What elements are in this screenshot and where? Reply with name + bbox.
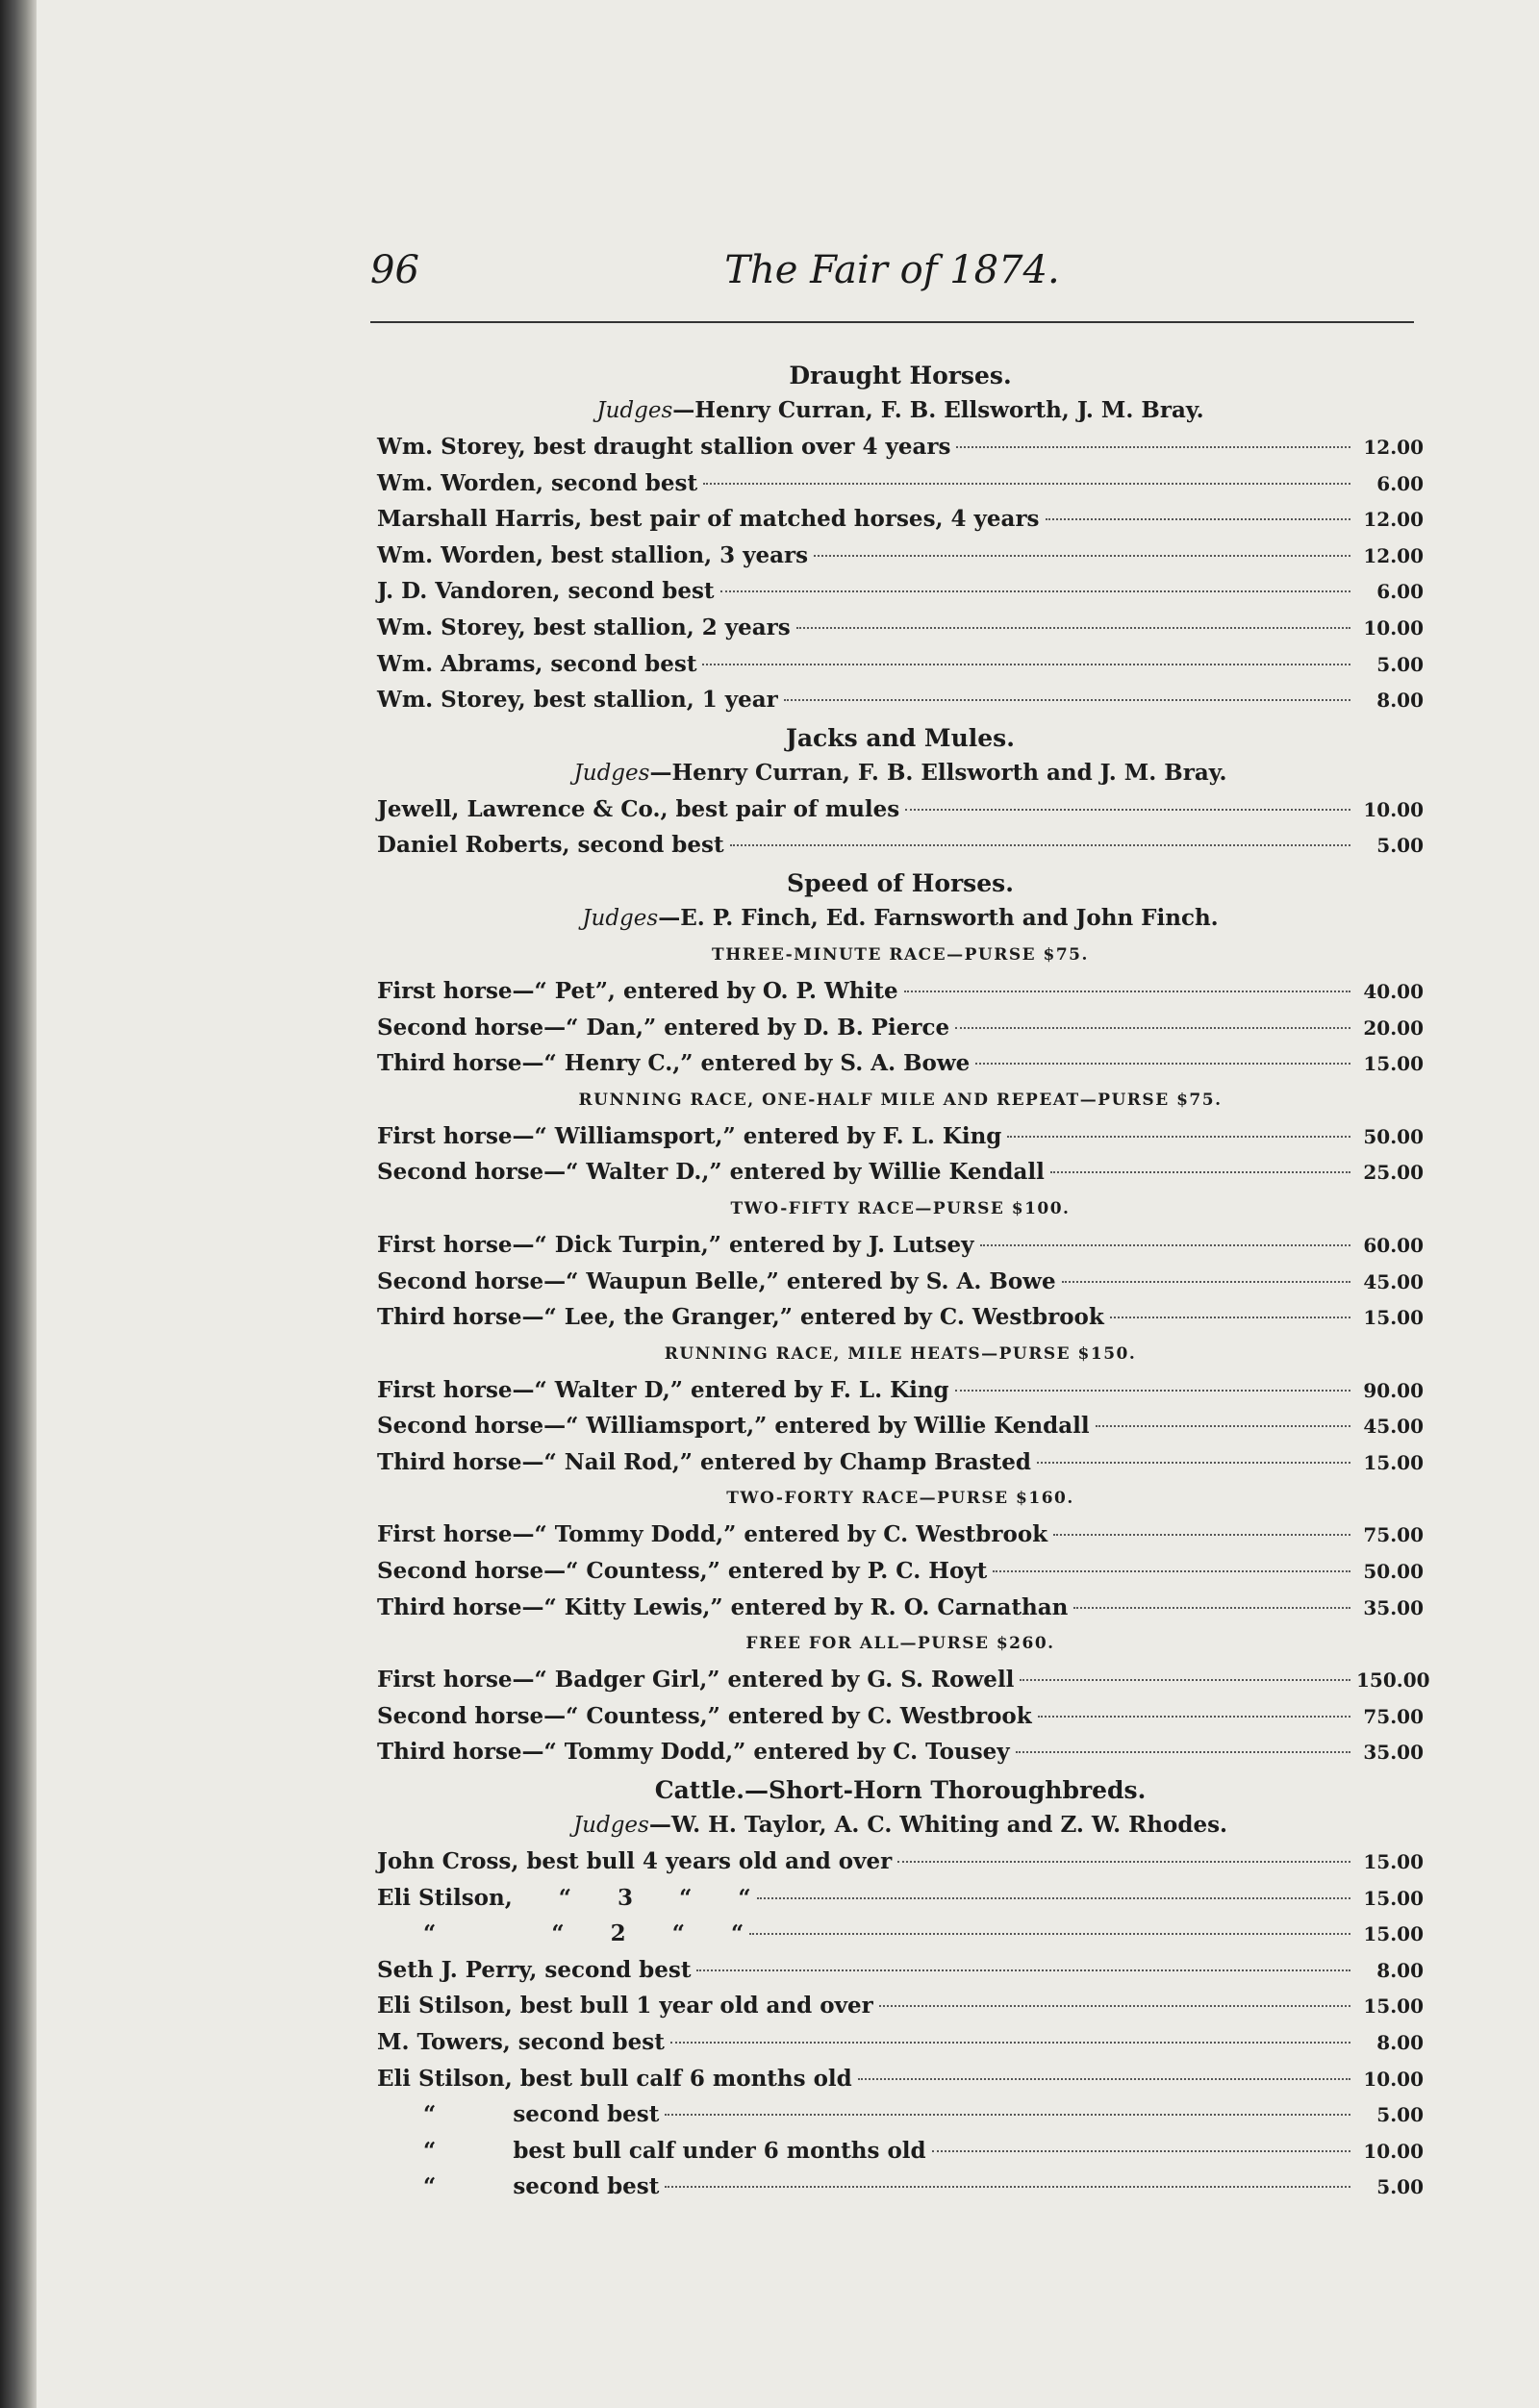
- dot-leader: [905, 809, 1350, 811]
- entry-name: First horse—“ Badger Girl,” entered by G. S. Rowell: [377, 1667, 1015, 1693]
- dot-leader: [858, 2078, 1350, 2080]
- dot-leader: [796, 627, 1350, 629]
- entry-name: Eli Stilson, best bull calf 6 months old: [377, 2065, 852, 2092]
- race-heading: TWO-FIFTY RACE—PURSE $100.: [730, 1198, 1071, 1218]
- entry-name: Third horse—“ Lee, the Granger,” entered by C. Westbrook: [377, 1304, 1104, 1331]
- judges-label: Judges: [572, 1813, 649, 1839]
- entry-name: Second horse—“ Williamsport,” entered by Willie Kendall: [377, 1413, 1090, 1440]
- judges-names: —Henry Curran, F. B. Ellsworth, J. M. Bray.: [672, 397, 1204, 423]
- list-item: [377, 2061, 1424, 2097]
- list-item: [377, 1372, 1424, 1409]
- dot-leader: [1096, 1425, 1350, 1427]
- list-item: [377, 1590, 1424, 1626]
- entry-name: Second horse—“ Dan,” entered by D. B. Pierce: [377, 1014, 950, 1041]
- entry-amount: 15.00: [1363, 1994, 1424, 2019]
- dot-leader: [702, 664, 1350, 665]
- entry-name: First horse—“ Williamsport,” entered by F. L. King: [377, 1122, 1002, 1149]
- header-rule: [370, 321, 1414, 323]
- entry-amount: 75.00: [1363, 1704, 1424, 1728]
- section: [377, 718, 1424, 864]
- dot-leader: [703, 483, 1350, 485]
- entry-amount: 50.00: [1363, 1124, 1424, 1148]
- list-item: [377, 791, 1424, 828]
- list-item: [377, 1916, 1424, 1952]
- section: [377, 864, 1430, 1770]
- entry-name: Wm. Storey, best draught stallion over 4 years: [377, 434, 951, 460]
- list-item: [377, 1698, 1424, 1735]
- race-heading: FREE FOR ALL—PURSE $260.: [745, 1634, 1055, 1654]
- entry-amount: 15.00: [1363, 1886, 1424, 1910]
- entry-amount: 10.00: [1363, 2139, 1424, 2163]
- entry-amount: 10.00: [1363, 2067, 1424, 2091]
- dot-leader: [814, 555, 1350, 557]
- book-binding: [0, 0, 37, 2408]
- entry-amount: 25.00: [1363, 1161, 1424, 1185]
- list-item: [377, 465, 1424, 502]
- entry-amount: 50.00: [1363, 1560, 1424, 1584]
- list-item: [377, 2096, 1424, 2133]
- dot-leader: [665, 2114, 1350, 2116]
- dot-leader: [730, 844, 1350, 846]
- judges-names: —W. H. Taylor, A. C. Whiting and Z. W. Rhodes.: [648, 1812, 1228, 1839]
- entry-amount: 5.00: [1376, 834, 1424, 858]
- list-item: [377, 1045, 1424, 1082]
- list-item: [377, 682, 1424, 718]
- entry-name: “ second best: [377, 2173, 660, 2200]
- entry-name: Third horse—“ Tommy Dodd,” entered by C. Tousey: [377, 1739, 1010, 1766]
- section-title: Cattle.—Short-Horn Thoroughbreds.: [654, 1776, 1147, 1805]
- dot-leader: [1046, 518, 1350, 520]
- judges-line: [377, 392, 1424, 429]
- entry-name: Wm. Storey, best stallion, 2 years: [377, 614, 791, 640]
- list-item: [377, 1010, 1424, 1046]
- entry-amount: 10.00: [1363, 615, 1424, 640]
- entry-amount: 5.00: [1376, 652, 1424, 676]
- entry-name: First horse—“ Pet”, entered by O. P. White: [377, 977, 898, 1004]
- section: [377, 1770, 1424, 2205]
- dot-leader: [1073, 1607, 1350, 1609]
- entry-name: Second horse—“ Countess,” entered by C. Westbrook: [377, 1702, 1032, 1729]
- judges-line: [377, 755, 1424, 791]
- entry-name: Seth J. Perry, second best: [377, 1956, 692, 1983]
- dot-leader: [1020, 1679, 1350, 1681]
- list-item: [377, 1517, 1424, 1553]
- judges-line: [377, 900, 1424, 937]
- dot-leader: [720, 590, 1350, 592]
- entry-name: John Cross, best bull 4 years old and over: [377, 1848, 893, 1875]
- entry-amount: 12.00: [1363, 508, 1424, 532]
- list-item: [377, 1299, 1424, 1336]
- list-item: [377, 429, 1424, 465]
- entry-name: Marshall Harris, best pair of matched horses, 4 years: [377, 506, 1040, 533]
- dot-leader: [993, 1570, 1350, 1572]
- list-item: [377, 1444, 1424, 1481]
- dot-leader: [1037, 1462, 1350, 1464]
- entry-amount: 35.00: [1363, 1741, 1424, 1765]
- judges-line: [377, 1807, 1424, 1844]
- dot-leader: [956, 446, 1350, 448]
- entry-name: “ best bull calf under 6 months old: [377, 2137, 926, 2164]
- judges-label: Judges: [582, 905, 659, 931]
- entry-amount: 15.00: [1363, 1922, 1424, 1946]
- entry-name: Eli Stilson, best bull 1 year old and over: [377, 1993, 873, 2019]
- entry-amount: 150.00: [1356, 1668, 1430, 1693]
- list-item: [377, 1662, 1430, 1698]
- section: [377, 356, 1424, 718]
- list-item: [377, 1952, 1424, 1989]
- entry-name: Wm. Storey, best stallion, 1 year: [377, 687, 778, 714]
- dot-leader: [1062, 1281, 1350, 1283]
- entry-name: Third horse—“ Kitty Lewis,” entered by R. O. Carnathan: [377, 1593, 1069, 1620]
- dot-leader: [897, 1861, 1350, 1863]
- section-title: Draught Horses.: [789, 362, 1012, 389]
- entry-name: Wm. Worden, second best: [377, 469, 698, 496]
- list-item: [377, 538, 1424, 574]
- entry-amount: 6.00: [1376, 580, 1424, 604]
- list-item: [377, 646, 1424, 683]
- section-title: Speed of Horses.: [787, 868, 1014, 897]
- dot-leader: [955, 1390, 1350, 1392]
- entry-amount: 15.00: [1363, 1450, 1424, 1474]
- list-item: [377, 1264, 1424, 1300]
- entry-name: Wm. Abrams, second best: [377, 650, 697, 677]
- judges-label: Judges: [596, 398, 673, 423]
- entry-amount: 15.00: [1363, 1850, 1424, 1874]
- list-item: [377, 2024, 1424, 2061]
- dot-leader: [1016, 1751, 1350, 1753]
- entry-amount: 6.00: [1376, 471, 1424, 495]
- page-body: [377, 356, 1430, 2205]
- page-number: 96: [370, 248, 419, 292]
- list-item: [377, 2169, 1424, 2205]
- entry-amount: 40.00: [1363, 979, 1424, 1003]
- entry-amount: 35.00: [1363, 1595, 1424, 1619]
- entry-name: Daniel Roberts, second best: [377, 832, 724, 859]
- entry-amount: 8.00: [1376, 689, 1424, 713]
- dot-leader: [1050, 1171, 1350, 1173]
- entry-amount: 8.00: [1376, 2031, 1424, 2054]
- entry-amount: 45.00: [1363, 1269, 1424, 1293]
- judges-names: —Henry Curran, F. B. Ellsworth and J. M. Bray.: [649, 759, 1227, 786]
- list-item: [377, 1154, 1424, 1191]
- section-title: Jacks and Mules.: [786, 723, 1015, 752]
- entry-amount: 90.00: [1363, 1378, 1424, 1402]
- entry-amount: 12.00: [1363, 543, 1424, 567]
- dot-leader: [784, 699, 1350, 701]
- entry-name: J. D. Vandoren, second best: [377, 578, 715, 605]
- dot-leader: [670, 2042, 1350, 2044]
- entry-amount: 8.00: [1376, 1958, 1424, 1982]
- list-item: [377, 1408, 1424, 1444]
- list-item: [377, 1553, 1424, 1590]
- entry-amount: 10.00: [1363, 797, 1424, 821]
- list-item: [377, 1227, 1424, 1264]
- entry-name: Third horse—“ Nail Rod,” entered by Champ Brasted: [377, 1448, 1031, 1475]
- dot-leader: [980, 1244, 1350, 1246]
- entry-name: First horse—“ Tommy Dodd,” entered by C. Westbrook: [377, 1521, 1048, 1548]
- dot-leader: [955, 1027, 1350, 1029]
- entry-amount: 15.00: [1363, 1052, 1424, 1076]
- race-heading: RUNNING RACE, ONE-HALF MILE AND REPEAT—PURSE $75.: [578, 1090, 1223, 1110]
- entry-amount: 5.00: [1376, 2175, 1424, 2199]
- list-item: [377, 827, 1424, 864]
- dot-leader: [975, 1063, 1350, 1065]
- list-item: [377, 1844, 1424, 1880]
- dot-leader: [665, 2186, 1350, 2188]
- dot-leader: [904, 991, 1350, 992]
- dot-leader: [696, 1969, 1350, 1971]
- list-item: [377, 1118, 1424, 1155]
- entry-name: Second horse—“ Countess,” entered by P. C. Hoyt: [377, 1558, 988, 1585]
- entry-name: First horse—“ Walter D,” entered by F. L. King: [377, 1376, 949, 1403]
- dot-leader: [1038, 1716, 1350, 1718]
- page-header: [370, 248, 1414, 308]
- entry-amount: 75.00: [1363, 1523, 1424, 1547]
- judges-label: Judges: [573, 760, 650, 786]
- list-item: [377, 1880, 1424, 1917]
- entry-name: “ “ 2 “ “: [377, 1920, 744, 1947]
- dot-leader: [1007, 1136, 1350, 1138]
- entry-name: Second horse—“ Waupun Belle,” entered by S. A. Bowe: [377, 1267, 1056, 1294]
- dot-leader: [749, 1933, 1350, 1935]
- list-item: [377, 573, 1424, 610]
- entry-name: Second horse—“ Walter D.,” entered by Willie Kendall: [377, 1159, 1045, 1186]
- dot-leader: [1053, 1534, 1350, 1536]
- entry-name: Wm. Worden, best stallion, 3 years: [377, 541, 809, 568]
- list-item: [377, 1988, 1424, 2024]
- list-item: [377, 2133, 1424, 2170]
- entry-amount: 60.00: [1363, 1233, 1424, 1257]
- entry-amount: 12.00: [1363, 436, 1424, 459]
- entry-amount: 15.00: [1363, 1306, 1424, 1330]
- entry-name: M. Towers, second best: [377, 2029, 665, 2055]
- entry-amount: 45.00: [1363, 1415, 1424, 1439]
- list-item: [377, 973, 1424, 1010]
- dot-leader: [1110, 1317, 1350, 1318]
- entry-name: Eli Stilson, “ 3 “ “: [377, 1884, 751, 1911]
- list-item: [377, 610, 1424, 646]
- running-title: The Fair of 1874.: [724, 248, 1060, 292]
- race-heading: RUNNING RACE, MILE HEATS—PURSE $150.: [664, 1343, 1137, 1364]
- entry-name: First horse—“ Dick Turpin,” entered by J. Lutsey: [377, 1231, 974, 1258]
- judges-names: —E. P. Finch, Ed. Farnsworth and John Finch.: [658, 904, 1219, 931]
- entry-amount: 20.00: [1363, 1016, 1424, 1040]
- entry-name: Jewell, Lawrence & Co., best pair of mules: [377, 795, 900, 822]
- dot-leader: [879, 2005, 1350, 2007]
- dot-leader: [932, 2150, 1350, 2152]
- list-item: [377, 1734, 1424, 1770]
- entry-name: Third horse—“ Henry C.,” entered by S. A. Bowe: [377, 1050, 971, 1077]
- entry-amount: 5.00: [1376, 2103, 1424, 2127]
- race-heading: TWO-FORTY RACE—PURSE $160.: [726, 1489, 1074, 1509]
- dot-leader: [757, 1897, 1350, 1899]
- race-heading: THREE-MINUTE RACE—PURSE $75.: [712, 944, 1089, 965]
- list-item: [377, 501, 1424, 538]
- entry-name: “ second best: [377, 2101, 660, 2128]
